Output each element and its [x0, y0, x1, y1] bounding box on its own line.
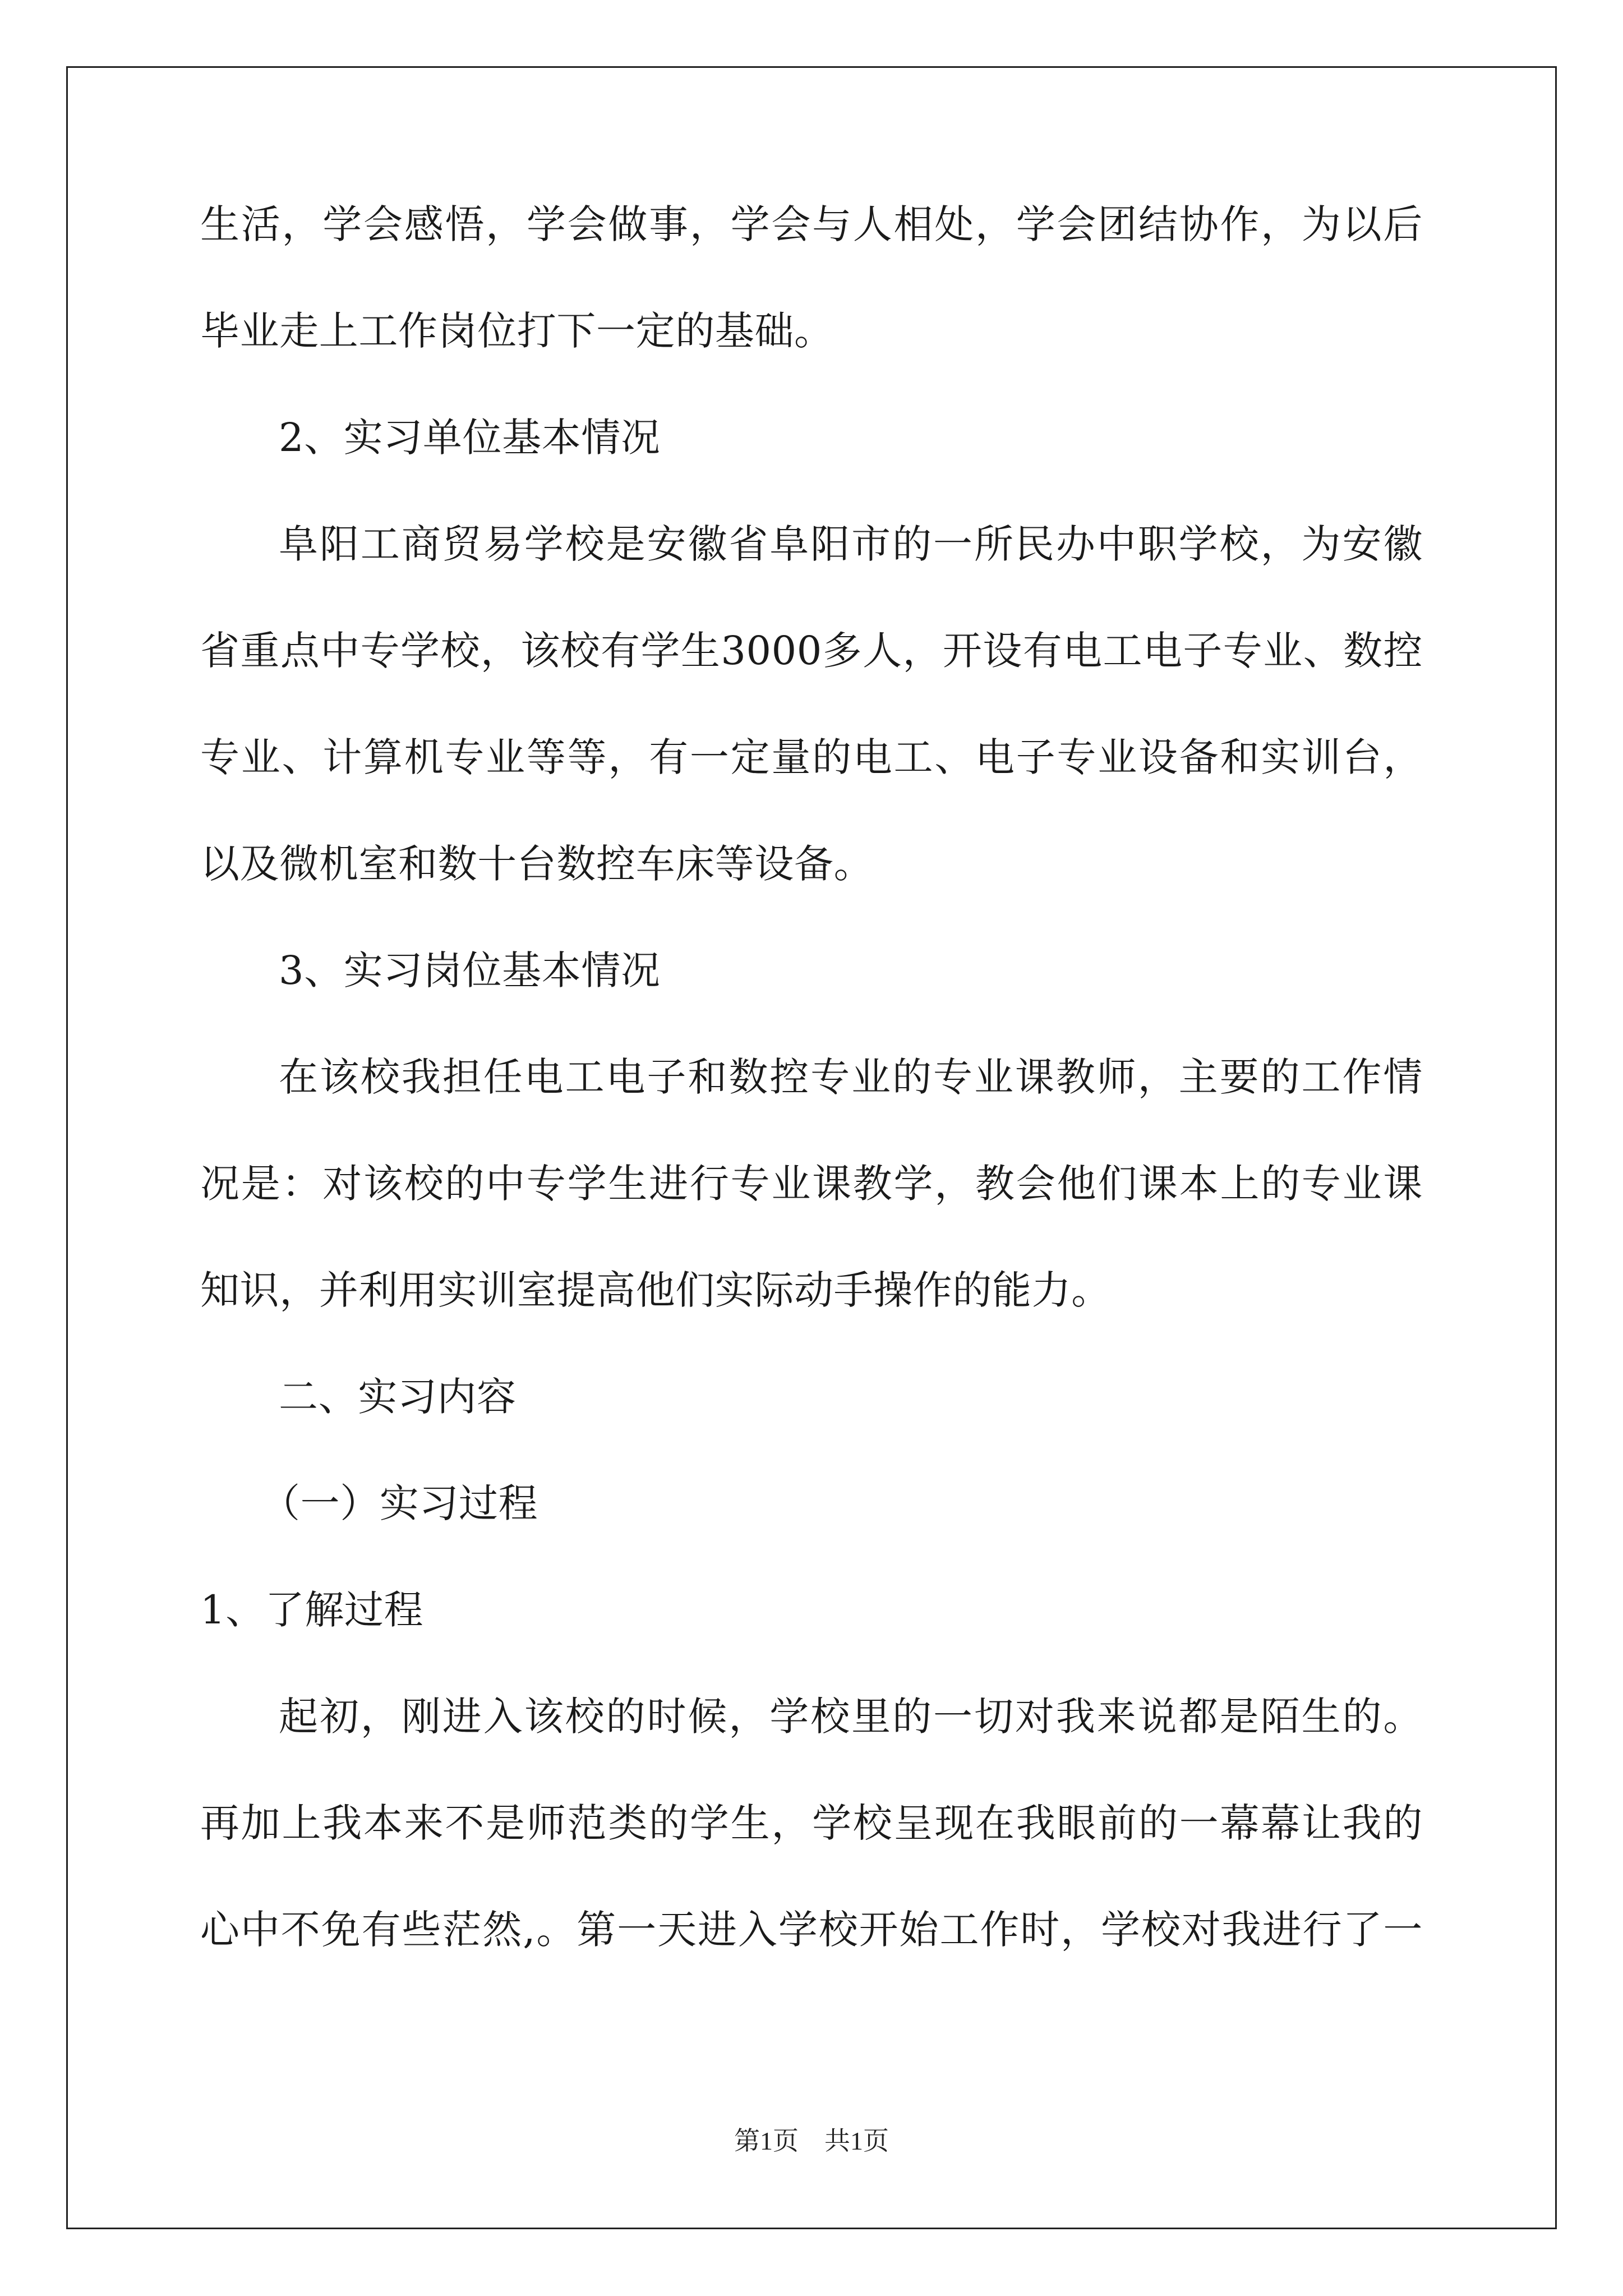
paragraph-line: 生活，学会感悟，学会做事，学会与人相处，学会团结协作，为以后: [200, 201, 1423, 247]
section-heading: 二、实习内容: [279, 1374, 517, 1420]
paragraph-line: 在该校我担任电工电子和数控专业的专业课教师，主要的工作情: [279, 1054, 1423, 1100]
paragraph-line: 专业、计算机专业等等，有一定量的电工、电子专业设备和实训台，: [200, 734, 1423, 780]
subsection-heading: 1、了解过程: [200, 1587, 424, 1633]
paragraph-line: 以及微机室和数十台数控车床等设备。: [200, 841, 874, 887]
paragraph-line: 起初，刚进入该校的时候，学校里的一切对我来说都是陌生的。: [279, 1694, 1423, 1740]
section-heading: 2、实习单位基本情况: [279, 415, 661, 461]
paragraph-line: 省重点中专学校，该校有学生3000多人，开设有电工电子专业、数控: [200, 628, 1423, 674]
section-heading: 3、实习岗位基本情况: [279, 947, 661, 993]
paragraph-line: 再加上我本来不是师范类的学生，学校呈现在我眼前的一幕幕让我的: [200, 1800, 1423, 1846]
subsection-heading: （一）实习过程: [261, 1480, 538, 1526]
paragraph-line: 阜阳工商贸易学校是安徽省阜阳市的一所民办中职学校，为安徽: [279, 521, 1423, 567]
paragraph-line: 知识，并利用实训室提高他们实际动手操作的能力。: [200, 1267, 1111, 1313]
paragraph-line: 况是：对该校的中专学生进行专业课教学，教会他们课本上的专业课: [200, 1161, 1423, 1207]
page-number-footer: 第1页 共1页: [734, 2127, 889, 2155]
paragraph-line: 心中不免有些茫然,。第一天进入学校开始工作时，学校对我进行了一: [200, 1907, 1423, 1953]
paragraph-line: 毕业走上工作岗位打下一定的基础。: [200, 308, 834, 354]
document-body: [200, 201, 1423, 2017]
